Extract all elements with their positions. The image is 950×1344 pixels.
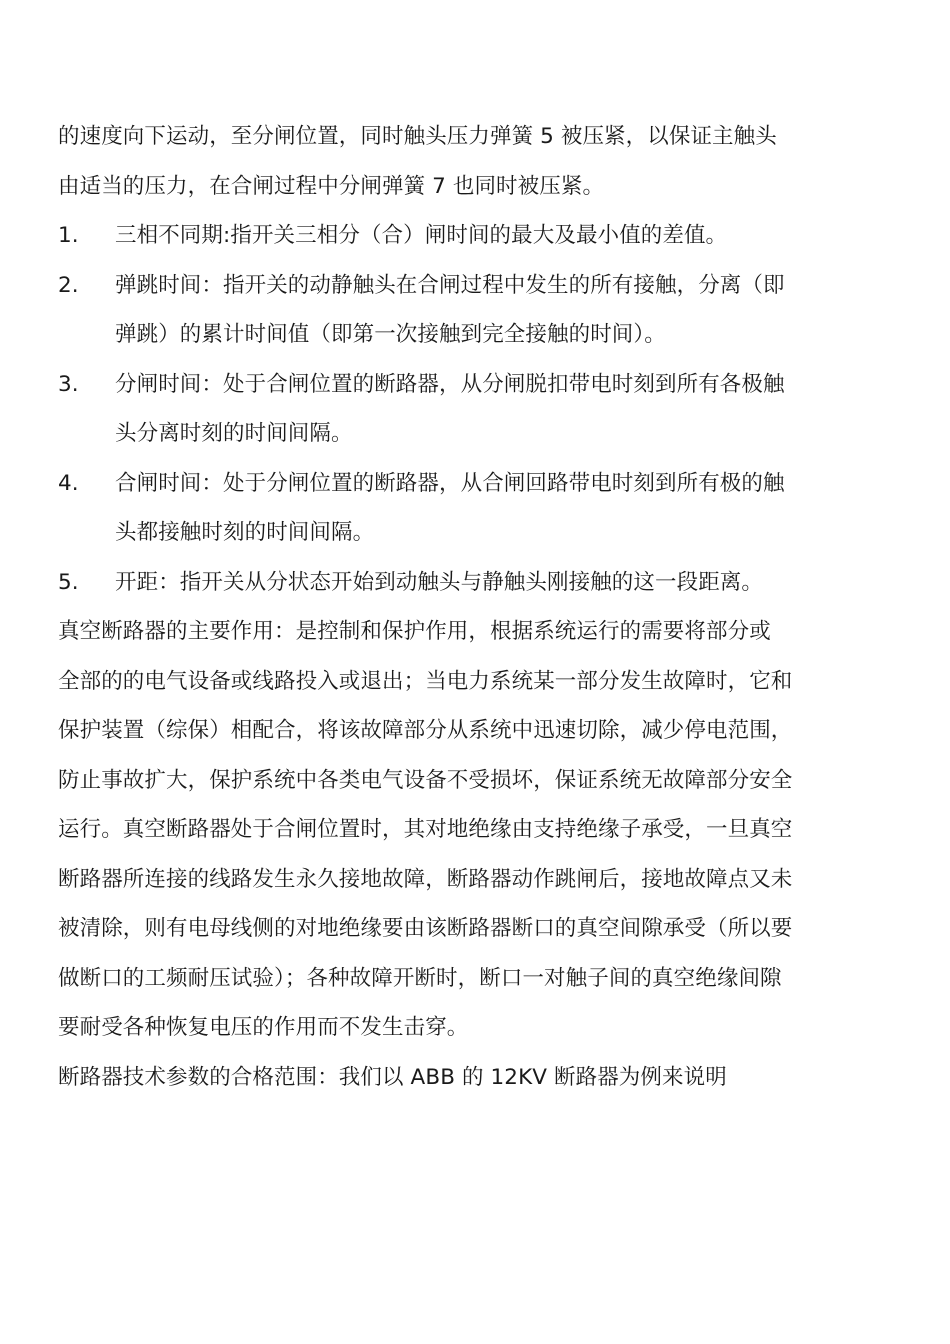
item-text: 弹跳时间：指开关的动静触头在合闸过程中发生的所有接触，分离（即 [115,272,785,298]
paragraph-line: 全部的的电气设备或线路投入或退出；当电力系统某一部分发生故障时，它和 [58,668,793,694]
paragraph-line: 被清除，则有电母线侧的对地绝缘要由该断路器断口的真空间隙承受（所以要 [58,916,793,941]
paragraph-line: 真空断路器的主要作用：是控制和保护作用，根据系统运行的需要将部分或 [58,619,771,644]
definition-item [58,211,818,261]
item-text: 开距：指开关从分状态开始到动触头与静触头刚接触的这一段距离。 [115,569,764,595]
paragraph-line: 要耐受各种恢复电压的作用而不发生击穿。 [58,1015,469,1040]
definition-item [58,360,818,410]
item-text: 三相不同期:指开关三相分（合）闸时间的最大及最小值的差值。 [115,223,728,248]
item-continuation: 弹跳）的累计时间值（即第一次接触到完全接触的时间）。 [115,322,666,347]
item-number: 2. [58,272,79,298]
item-text: 分闸时间：处于合闸位置的断路器，从分闸脱扣带电时刻到所有各极触 [115,371,785,397]
definition-item [58,558,818,608]
paragraph-line: 保护装置（综保）相配合，将该故障部分从系统中迅速切除，减少停电范围， [58,718,793,743]
closing-line: 断路器技术参数的合格范围：我们以 ABB 的 12KV 断路器为例来说明 [58,1064,727,1090]
paragraph-line: 防止事故扩大，保护系统中各类电气设备不受损坏，保证系统无故障部分安全 [58,767,793,793]
definition-item [58,459,818,509]
document-page [58,112,818,1102]
item-number: 1. [58,223,79,248]
paragraph-line: 断路器所连接的线路发生永久接地故障，断路器动作跳闸后，接地故障点又未 [58,866,793,892]
item-number: 5. [58,569,79,595]
paragraph-line: 做断口的工频耐压试验）；各种故障开断时，断口一对触子间的真空绝缘间隙 [58,965,782,991]
item-number: 3. [58,371,79,397]
intro-line: 的速度向下运动，至分闸位置，同时触头压力弹簧 5 被压紧，以保证主触头 [58,124,777,149]
intro-line: 由适当的压力，在合闸过程中分闸弹簧 7 也同时被压紧。 [58,173,605,199]
item-number: 4. [58,470,79,496]
item-continuation: 头分离时刻的时间间隔。 [115,421,353,446]
paragraph-line: 运行。真空断路器处于合闸位置时，其对地绝缘由支持绝缘子承受，一旦真空 [58,817,793,842]
item-text: 合闸时间：处于分闸位置的断路器，从合闸回路带电时刻到所有极的触 [115,470,785,496]
definition-item [58,261,818,311]
item-continuation: 头都接触时刻的时间间隔。 [115,520,375,545]
